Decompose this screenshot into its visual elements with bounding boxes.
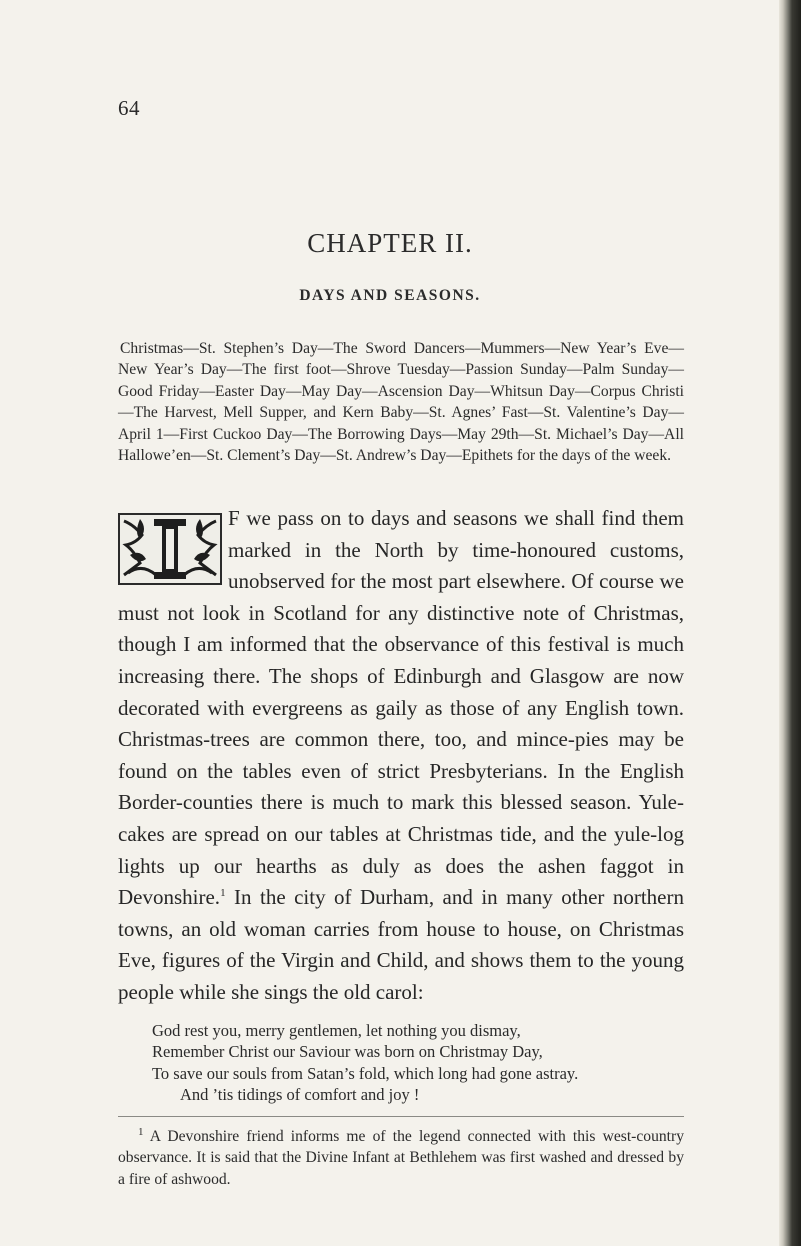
chapter-heading: CHAPTER II. — [307, 228, 473, 258]
footnote-divider — [118, 1116, 684, 1117]
footnote-marker: 1 — [138, 1125, 144, 1138]
footnote-reference: 1 — [220, 887, 226, 900]
carol-line: To save our souls from Satan’s fold, which long had gone astray. — [152, 1063, 579, 1083]
section-heading: DAYS AND SEASONS. — [299, 287, 481, 304]
carol-quotation — [152, 1020, 712, 1106]
carol-line: Remember Christ our Saviour was born on Christmay Day, — [152, 1042, 543, 1062]
footnote-text: A Devonshire friend informs me of the legend connected with this west-country observance. It is said that the Divine Infant at Bethlehem was first washed and dressed by a fire of ashwood. — [118, 1128, 684, 1188]
carol-line: And ’tis tidings of comfort and joy ! — [180, 1085, 420, 1105]
page-edge — [779, 0, 801, 1246]
body-text — [118, 503, 684, 1009]
page-number: 64 — [118, 96, 140, 120]
dropcap-ornament-icon — [120, 515, 220, 583]
carol-line: God rest you, merry gentlemen, let nothing you dismay, — [152, 1021, 521, 1040]
paragraph-part-2: In the city of Durham, and in many other northern towns, an old woman carries from house to house, on Christmas Eve, figures of the Virgin and Child, and shows them to the young people while she sings the old carol: — [118, 885, 684, 1004]
ornamental-dropcap — [118, 513, 222, 585]
paragraph-part-1: F we pass on to days and seasons we shall find them marked in the North by time-honoured customs, unobserved for the most part elsewhere. Of course we must not look in Scotland for any distinctive note of Christmas, though I am informed that the observance of this festival is much increasing there. The shops of Edinburgh and Glasgow are now decorated with evergreens as gaily as those of any English town. Christmas-trees are common there, too, and mince-pies may be found on the tables even of strict Presbyterians. In the English Border-counties there is much to mark this blessed season. Yule-cakes are spread on our tables at Christmas tide, and the yule-log lights up our hearths as duly as does the ashen faggot in Devonshire. — [118, 506, 684, 910]
footnote — [118, 1126, 684, 1190]
chapter-synopsis: Christmas—St. Stephen’s Day—The Sword Dancers—Mummers—New Year’s Eve—New Year’s Day—The first foot—Shrove Tuesday—Passion Sunday—Palm Sunday—Good Friday—Easter Day—May Day—Ascension Day—Whitsun Day—Corpus Christi—The Harvest, Mell Supper, and Kern Baby—St. Agnes’ Fast—St. Valentine’s Day—April 1—First Cuckoo Day—The Borrowing Days—May 29th—St. Michael’s Day—All Hallowe’en—St. Clement’s Day—St. Andrew’s Day—Epithets for the days of the week. — [118, 340, 684, 465]
